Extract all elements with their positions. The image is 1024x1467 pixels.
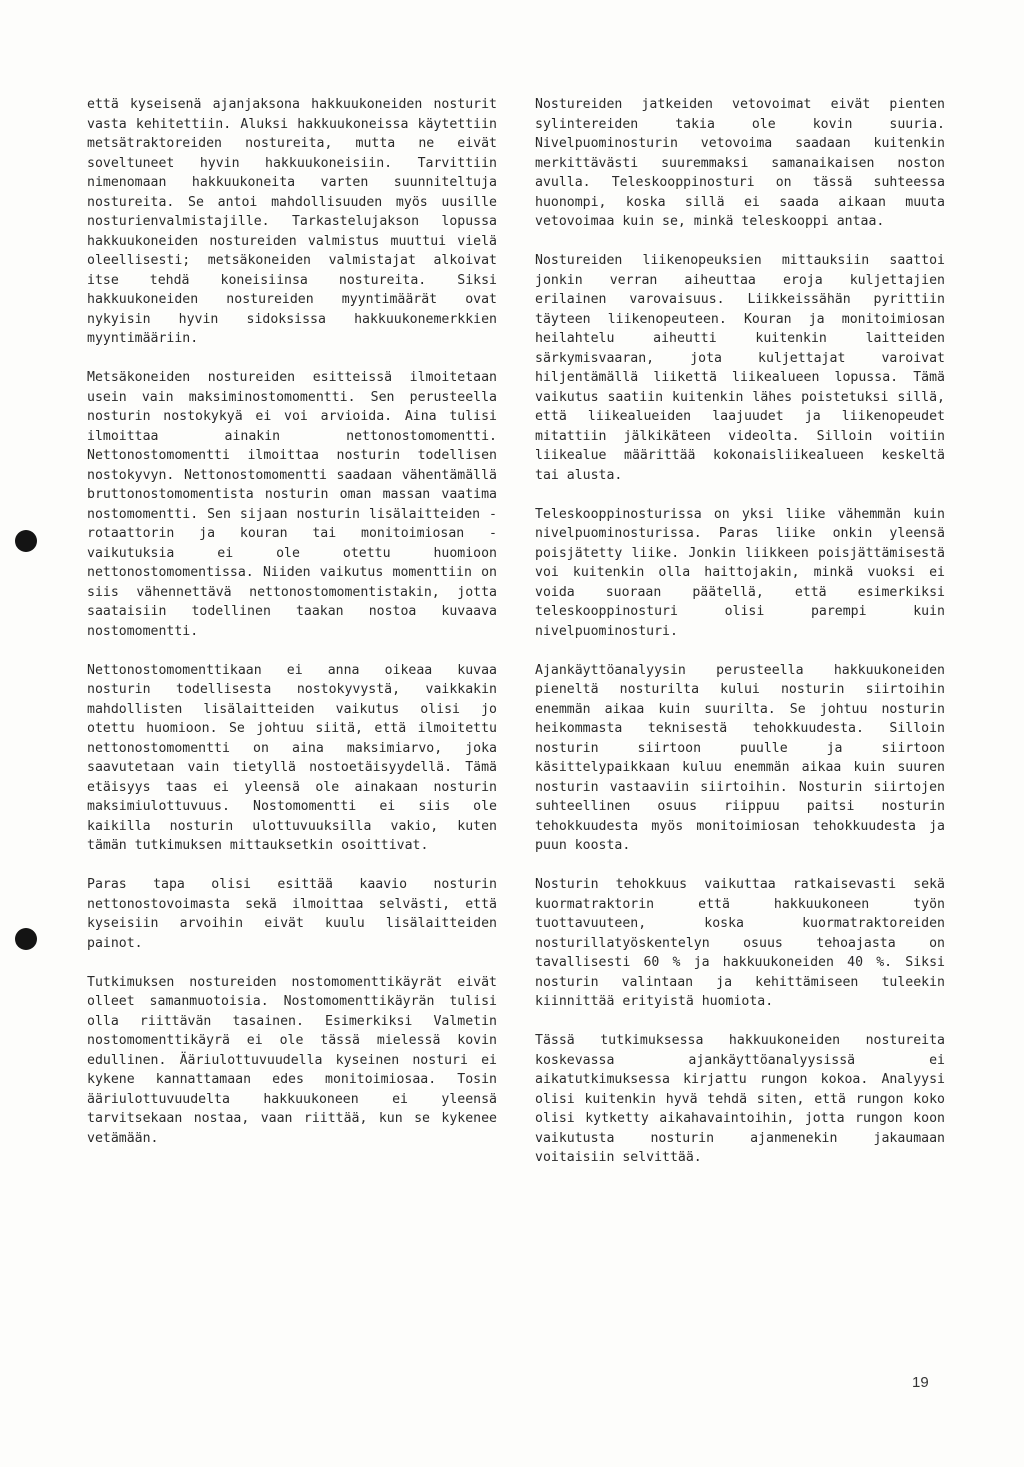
paragraph: Ajankäyttöanalyysin perusteella hakkuukoneiden pieneltä nosturilta kului nosturin siirtoihin enemmän aikaa kuin suurilta. Se johtuu nosturin heikommasta teknisestä tehokkuudesta. Silloin nosturin siirtoon puulle ja siirtoon käsittelypaikkaan kuluu enemmän aikaa kuin suuren nosturin vastaaviin siirtoihin. Nosturin siirtojen suhteellinen osuus riippuu paitsi nosturin tehokkuudesta myös monitoimiosan tehokkuudesta ja puun koosta. (535, 662, 945, 853)
paragraph: Paras tapa olisi esittää kaavio nosturin nettonostovoimasta sekä ilmoittaa selvästi, että kyseisiin arvoihin eivät kuulu lisälaitteiden painot. (87, 877, 497, 951)
paragraph: että kyseisenä ajanjaksona hakkuukoneiden nosturit vasta kehitettiin. Aluksi hakkuukoneissa käytettiin metsätraktoreiden nostureita, mutta ne eivät soveltuneet hyvin hakkuukoneisiin. Tarvittiin nimenomaan hakkuukoneita varten suunniteltuja nostureita. Se antoi mahdollisuuden myös uusille nosturienvalmistajille. Tarkastelujakson lopussa hakkuukoneiden nostureiden valmistus muuttui vielä oleellisesti; metsäkoneiden valmistajat alkoivat itse tehdä koneisiinsa nostureita. Siksi hakkuukoneiden nostureiden myyntimäärät ovat nykyisin hyvin sidoksissa hakkuukonemerkkien myyntimääriin. (87, 97, 497, 346)
right-column (535, 95, 945, 1187)
paragraph: Nosturin tehokkuus vaikuttaa ratkaisevasti sekä kuormatraktorin että hakkuukoneen työn tuottavuuteen, koska kuormatraktoreiden nosturillatyöskentelyn osuus tehoajasta on tavallisesti 60 % ja hakkuukoneiden 40 %. Siksi nosturin valintaan ja kehittämiseen tuleekin kiinnittää erityistä huomiota. (535, 877, 945, 1009)
paragraph: Tutkimuksen nostureiden nostomomenttikäyrät eivät olleet samanmuotoisia. Nostomomenttikäyrän tulisi olla riittävän tasainen. Esimerkiksi Valmetin nostomomenttikäyrä ei ole tässä mielessä kovin edullinen. Ääriulottuvuudella kyseinen nosturi ei kykene kannattamaan edes monitoimiosaa. Tosin ääriulottuvuudelta hakkuukoneen ei yleensä tarvitsekaan nostaa, vaan riittää, kun se kykenee vetämään. (87, 974, 497, 1146)
binder-hole (15, 530, 37, 552)
paragraph: Nettonostomomenttikaan ei anna oikeaa kuvaa nosturin todellisesta nostokyvystä, vaikkakin mahdollisten lisälaitteiden vaikutus olisi jo otettu huomioon. Se johtuu siitä, että ilmoitettu nettonostomomentti on aina maksimiarvo, joka saavutetaan vain tietyllä nostoetäisyydellä. Tämä etäisyys taas ei yleensä ole ainakaan nosturin maksimiulottuvuus. Nostomomentti ei siis ole kaikilla nosturin ulottuvuuksilla vakio, kuten tämän tutkimuksen mittauksetkin osoittivat. (87, 662, 497, 853)
paragraph: Nostureiden liikenopeuksien mittauksiin saattoi jonkin verran aiheuttaa eroja kuljettajien erilainen varovaisuus. Liikkeissähän pyrittiin täyteen liikenopeuteen. Kouran ja monitoimiosan heilahtelu aiheutti kuitenkin laitteiden särkymisvaaran, jota kuljettajat varoivat hiljentämällä liikettä liikealueen lopussa. Tämä vaikutus saatiin kuitenkin lähes poistetuksi sillä, että liikealueiden laajuudet ja liikenopeudet mitattiin jälkikäteen videolta. Silloin voitiin liikealue määrittää kokonaisliikealueen keskeltä tai alusta. (535, 253, 945, 483)
left-column (87, 95, 497, 1168)
page-number: 19 (912, 1374, 929, 1391)
paragraph: Metsäkoneiden nostureiden esitteissä ilmoitetaan usein vain maksiminostomomentti. Sen perusteella nosturin nostokykyä ei voi arvioida. Aina tulisi ilmoittaa ainakin nettonostomomentti. Nettonostomomentti ilmoittaa nosturin todellisen nostokyvyn. Nettonostomomentti saadaan vähentämällä bruttonostomomentista nosturin oman massan vaatima nostomomentti. Sen sijaan nosturin lisälaitteiden - rotaattorin ja kouran tai monitoimiosan - vaikutuksia ei ole otettu huomioon nettonostomomentissa. Niiden vaikutus momenttiin on siis vähennettävä nettonostomomentistakin, jotta saataisiin todellinen taakan nostoa kuvaava nostomomentti. (87, 370, 497, 639)
paragraph: Nostureiden jatkeiden vetovoimat eivät pienten sylintereiden takia ole kovin suuria. Nivelpuominosturin vetovoima saadaan kuitenkin merkittävästi suuremmaksi samanaikaisen noston avulla. Teleskooppinosturi on tässä suhteessa huonompi, koska sillä ei saada aikaan muuta vetovoimaa kuin se, minkä teleskooppi antaa. (535, 97, 945, 229)
paragraph: Tässä tutkimuksessa hakkuukoneiden nostureita koskevassa ajankäyttöanalyysissä ei aikatutkimuksessa kirjattu rungon kokoa. Analyysi olisi kuitenkin hyvä tehdä siten, että rungon koko olisi kytketty aikahavaintoihin, jotta rungon koon vaikutusta nosturin ajanmenekin jakaumaan voitaisiin selvittää. (535, 1033, 945, 1165)
binder-hole (15, 928, 37, 950)
paragraph: Teleskooppinosturissa on yksi liike vähemmän kuin nivelpuominosturissa. Paras liike onkin yleensä poisjätetty liike. Jonkin liikkeen poisjättämisestä voi kuitenkin olla haittojakin, minkä vuoksi ei voida suoraan päätellä, että esimerkiksi teleskooppinosturi olisi parempi kuin nivelpuominosturi. (535, 506, 945, 639)
